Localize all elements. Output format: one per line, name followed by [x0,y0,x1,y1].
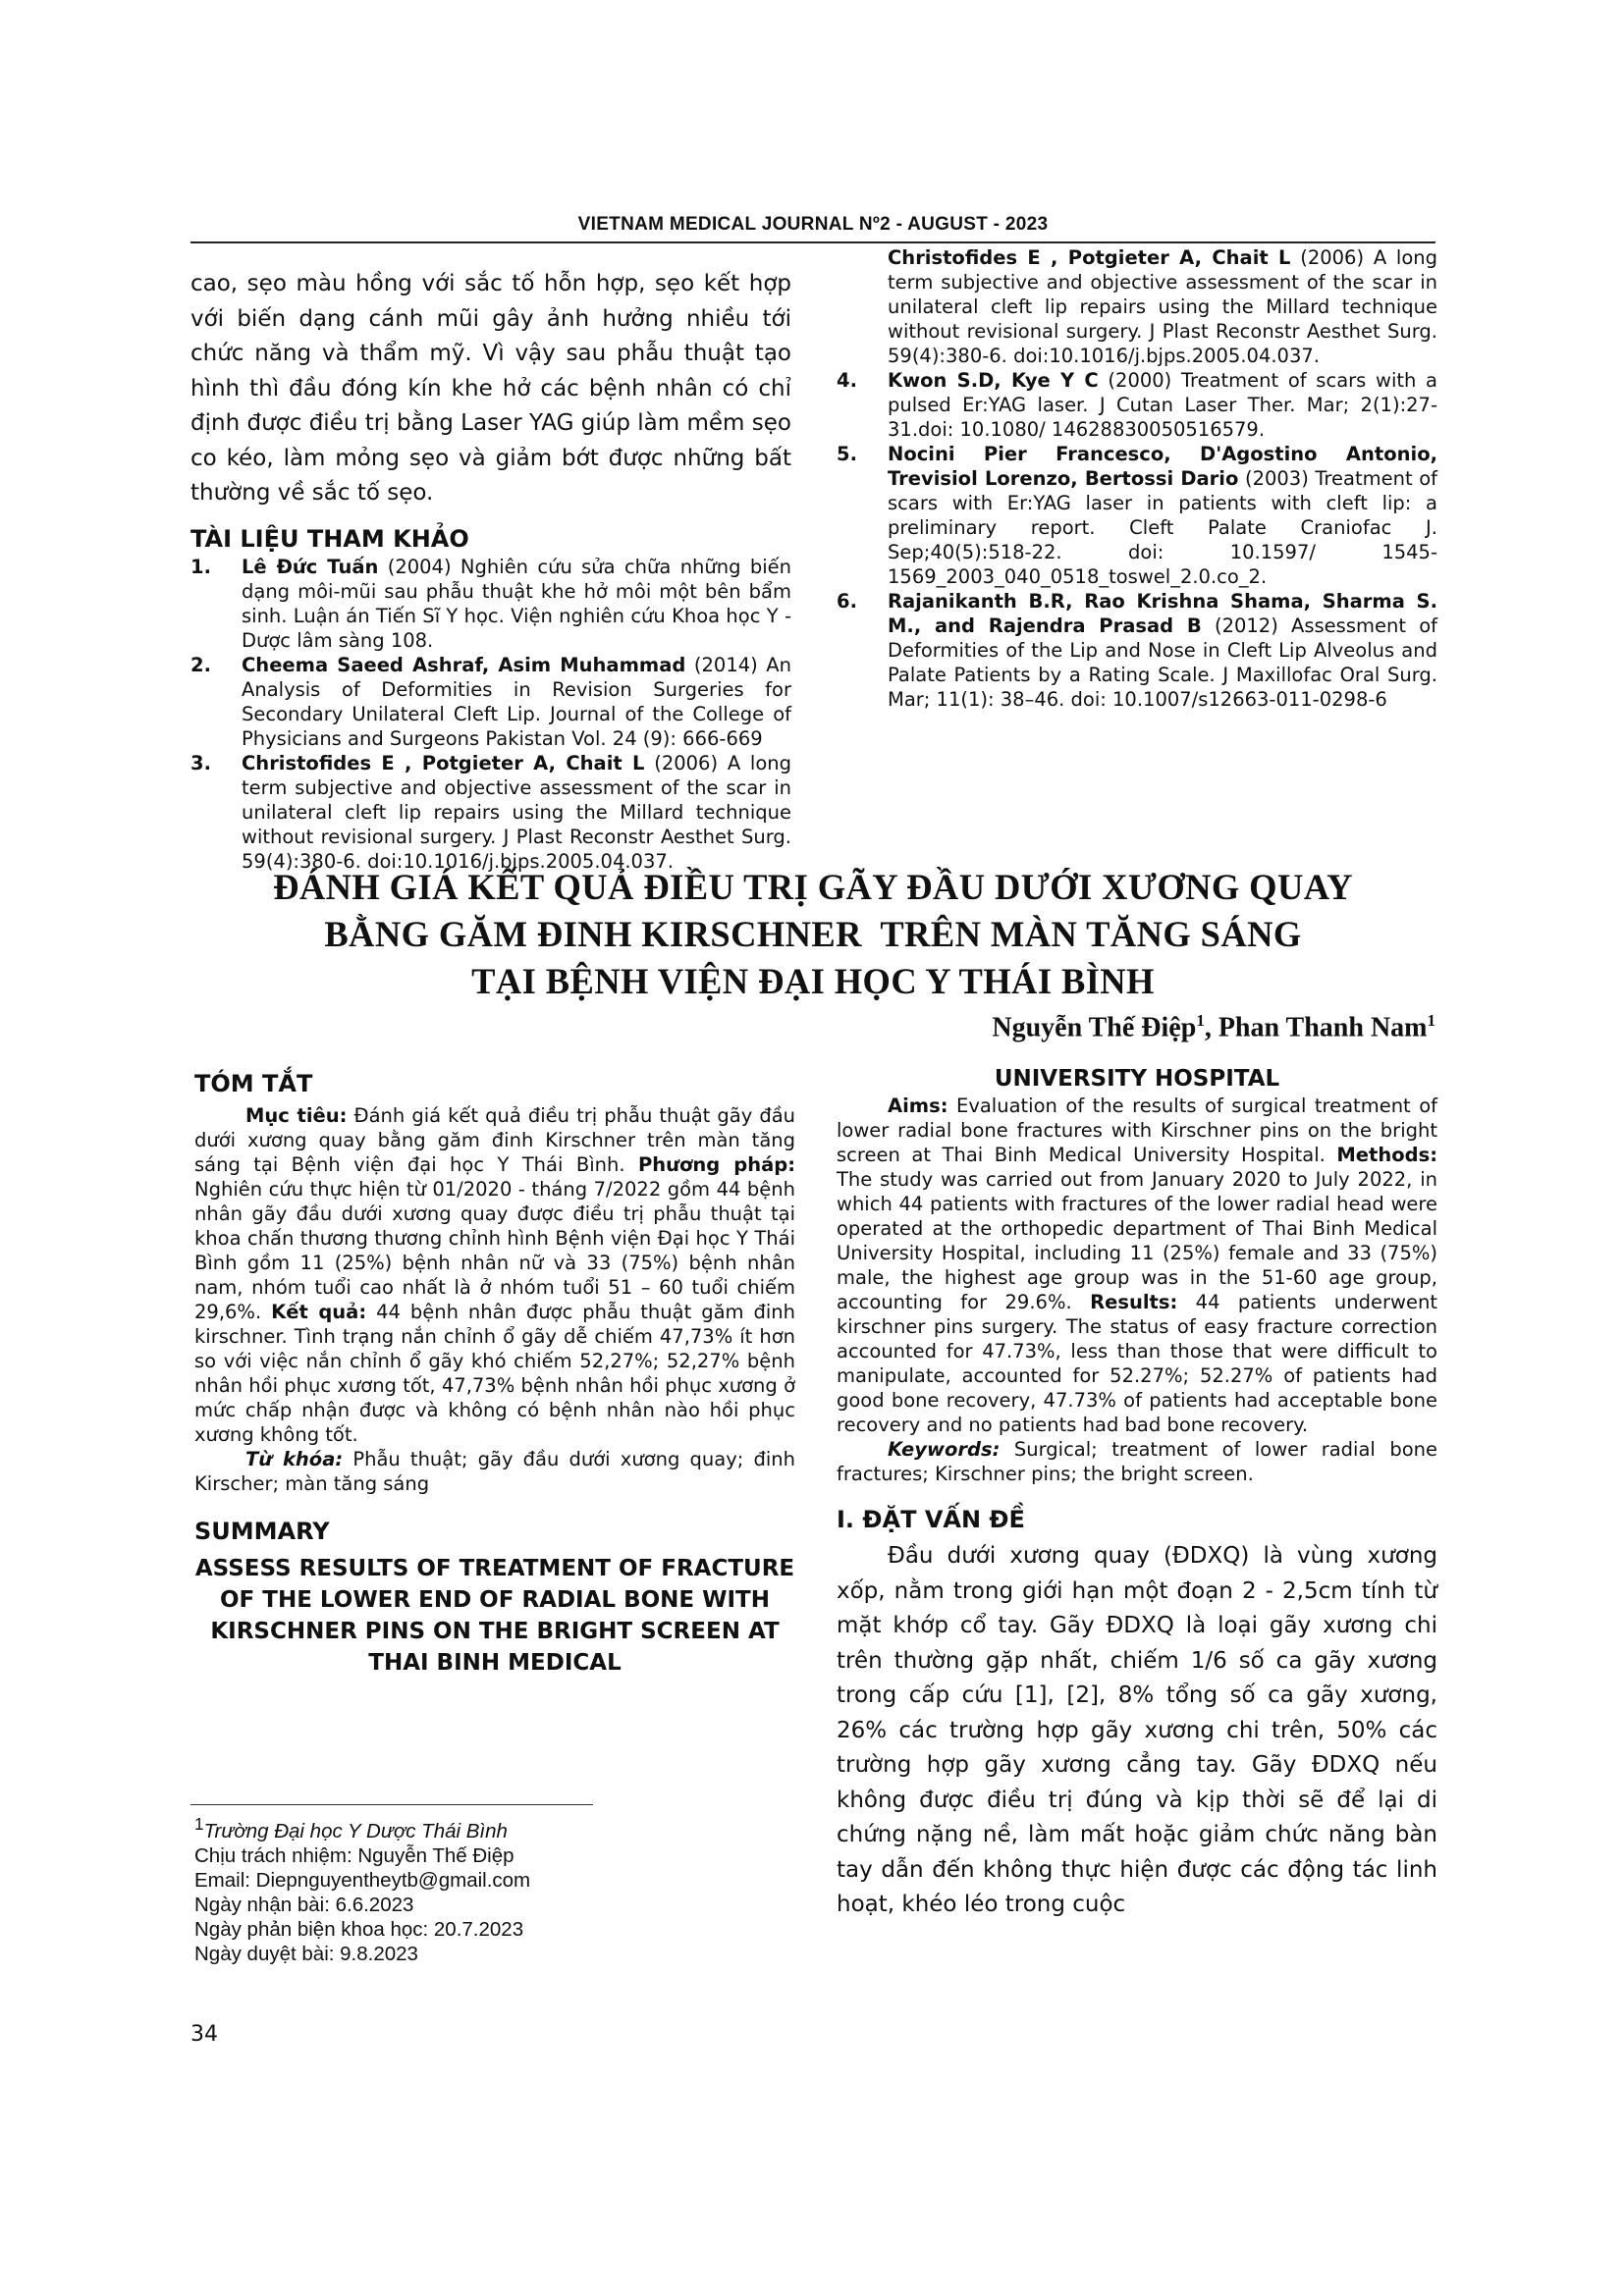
tu-khoa-label: Từ khóa: [245,1448,344,1470]
section-1-heading: I. ĐẶT VẤN ĐỀ [837,1506,1025,1533]
aims-label: Aims: [888,1095,948,1117]
tom-tat-heading: TÓM TẮT [194,1070,313,1097]
reference-text: (2006) A long term subjective and objective assessment of the scar in unilateral cleft lip repairs using the Millard technique without revisional surgery. J Plast Reconstr Aesthet Surg. 59(4):380-6. doi:10.1016/j.bjps.2005.04.037. [888,246,1437,367]
reference-authors: Rajanikanth B.R, Rao Krishna Shama, Sharma S. M., and Rajendra Prasad B [888,590,1437,637]
footnote-accepted: Ngày duyệt bài: 9.8.2023 [194,1942,418,1965]
results-text: 44 patients underwent kirschner pins surgery. The status of easy fracture correction accounted for 47.73%, less than those that were difficult to manipulate, accounted for 52.27%; 52.27% of patients had good bone recovery, 47.73% of patients had acceptable bone recovery and no patients had bad bone recovery. [837,1291,1437,1436]
summary-title: ASSESS RESULTS OF TREATMENT OF FRACTURE OF THE LOWER END OF RADIAL BONE WITH KIRSCHNER PINS ON THE BRIGHT SCREEN AT THAI BINH MEDICAL [194,1556,795,1676]
article-title-line: BẰNG GĂM ĐINH KIRSCHNER TRÊN MÀN TĂNG SÁNG [324,914,1302,954]
references-heading: TÀI LIỆU THAM KHẢO [190,524,469,553]
affiliation-text: Trường Đại học Y Dược Thái Bình [203,1819,508,1842]
reference-text: (2006) A long term subjective and objective assessment of the scar in unilateral cleft lip repairs using the Millard technique without revisional surgery. J Plast Reconstr Aesthet Surg. 59(4):380-6. doi:10.1016/j.bjps.2005.04.037. [242,751,791,873]
ket-qua-label: Kết quả: [271,1301,367,1323]
footnote [194,1812,744,1966]
keywords-paragraph [837,1437,1437,1486]
references-list-left [190,555,791,873]
reference-text: (2004) Nghiên cứu sửa chữa những biến dạng môi-mũi sau phẫu thuật khe hở môi một bên bẩm sinh. Luận án Tiến Sĩ Y học. Viện nghiên cứu Khoa học Y - Dược lâm sàng 108. [242,555,791,652]
muc-tieu-label: Mục tiêu: [245,1104,348,1127]
reference-item [190,555,791,653]
prev-article-closing-paragraph: cao, sẹo màu hồng với sắc tố hỗn hợp, sẹo kết hợp với biến dạng cánh mũi gây ảnh hưởng nhiều tới chức năng và thẩm mỹ. Vì vậy sau phẫu thuật tạo hình thì đầu đóng kín khe hở các bệnh nhân có chỉ định được điều trị bằng Laser YAG giúp làm mềm sẹo co kéo, làm mỏng sẹo và giảm bớt được những bất thường về sắc tố sẹo. [190,271,791,506]
footnote-received: Ngày nhận bài: 6.6.2023 [194,1893,414,1916]
reference-number: 5. [837,443,857,465]
footnote-affiliation [194,1812,744,1843]
summary-title-continued: UNIVERSITY HOSPITAL [994,1066,1280,1092]
reference-authors: Christofides E , Potgieter A, Chait L [888,246,1291,269]
reference-item [190,751,791,873]
methods-label: Methods: [1336,1144,1438,1166]
journal-header: VIETNAM MEDICAL JOURNAL Nº2 - AUGUST - 2023 [577,214,1049,235]
reference-number: 4. [837,369,857,392]
references-list-right [837,246,1437,712]
footnote-reviewed: Ngày phản biện khoa học: 20.7.2023 [194,1917,524,1941]
reference-text: (2014) An Analysis of Deformities in Revision Surgeries for Secondary Unilateral Cleft Lip. Journal of the College of Physicians and Surgeons Pakistan Vol. 24 (9): 666-669 [242,653,791,750]
reference-authors: Nocini Pier Francesco, D'Agostino Antonio, Trevisiol Lorenzo, Bertossi Dario [888,443,1437,490]
article-title [190,864,1435,1005]
reference-number: 6. [837,590,857,613]
keywords-label: Keywords: [888,1438,1001,1461]
footnote-email: Email: Diepnguyentheytb@gmail.com [194,1868,531,1892]
reference-authors: Lê Đức Tuấn [242,555,379,578]
reference-text: (2003) Treatment of scars with Er:YAG laser in patients with cleft lip: a preliminary report. Cleft Palate Craniofac J. Sep;40(5):518-22. doi: 10.1597/ 1545-1569_2003_040_0518_toswel_2.0.co_2. [888,467,1437,588]
reference-item [190,653,791,751]
reference-item [837,368,1437,442]
summary-body [837,1094,1437,1437]
methods-text: The study was carried out from January 2020 to July 2022, in which 44 patients with fractures of the lower radial head were operated at the orthopedic department of Thai Binh Medical University Hospital, including 11 (25%) female and 33 (75%) male, the highest age group was in the 51-60 age group, accounting for 29.6%. [837,1168,1437,1313]
reference-item-continued [837,246,1437,368]
phuong-phap-text: Nghiên cứu thực hiện từ 01/2020 - tháng 7/2022 gồm 44 bệnh nhân gãy đầu dưới xương quay được điều trị phẫu thuật tại khoa chấn thương thương chỉnh hình Bệnh viện Đại học Y Thái Bình gồm 11 (25%) bệnh nhân nữ và 33 (75%) bệnh nhân nam, nhóm tuổi cao nhất là ở nhóm tuổi 51 – 60 tuổi chiếm 29,6%. [194,1178,795,1323]
abstract-right-column [837,1066,1437,1923]
header-rule [190,241,1435,243]
phuong-phap-label: Phương pháp: [637,1153,796,1176]
reference-authors: Cheema Saeed Ashraf, Asim Muhammad [242,653,686,676]
article-authors [785,1011,1435,1043]
reference-text: (2000) Treatment of scars with a pulsed Er:YAG laser. J Cutan Laser Ther. Mar; 2(1):27-31.doi: 10.1080/ 14628830050516579. [888,369,1437,441]
author-affiliation-mark: 1 [1196,1011,1205,1030]
reference-text: (2012) Assessment of Deformities of the Lip and Nose in Cleft Lip Alveolus and Palate Patients by a Rating Scale. J Maxillofac Oral Surg. Mar; 11(1): 38–46. doi: 10.1007/s12663-011-0298-6 [888,614,1437,711]
tu-khoa-paragraph [194,1447,795,1496]
abstract-left-column [194,1070,795,1679]
author-name: Nguyễn Thế Điệp [992,1012,1197,1043]
reference-number: 1. [190,555,211,578]
author-affiliation-mark: 1 [1427,1011,1435,1030]
prev-article-left-column [190,267,791,873]
reference-number: 3. [190,751,211,774]
reference-number: 2. [190,653,211,676]
tom-tat-body [194,1103,795,1447]
results-label: Results: [1090,1291,1178,1313]
reference-authors: Christofides E , Potgieter A, Chait L [242,751,645,774]
reference-authors: Kwon S.D, Kye Y C [888,369,1099,392]
page-number: 34 [190,2022,218,2047]
reference-item [837,442,1437,589]
reference-item [837,589,1437,712]
summary-heading: SUMMARY [194,1518,330,1545]
article-title-line: TẠI BỆNH VIỆN ĐẠI HỌC Y THÁI BÌNH [471,961,1155,1001]
author-name: , Phan Thanh Nam [1204,1012,1428,1043]
keywords-text: Surgical; treatment of lower radial bone fractures; Kirschner pins; the bright screen. [837,1438,1437,1485]
ket-qua-text: 44 bệnh nhân được phẫu thuật găm đinh kirschner. Tình trạng nắn chỉnh ổ gãy dễ chiếm 47,73% ít hơn so với việc nắn chỉnh ổ gãy khó chiếm 52,27%; 52,27% bệnh nhân hồi phục xương tốt, 47,73% bệnh nhân hồi phục xương ở mức chấp nhận được và không có bệnh nhân nào hồi phục xương không tốt. [194,1301,796,1446]
muc-tieu-text: Đánh giá kết quả điều trị phẫu thuật gãy đầu dưới xương quay bằng găm đinh Kirschner trên màn tăng sáng tại Bệnh viện đại học Y Thái Bình. [194,1104,796,1176]
aims-text: Evaluation of the results of surgical treatment of lower radial bone fractures with Kirschner pins on the bright screen at Thai Binh Medical University Hospital. [837,1095,1437,1166]
tu-khoa-text: Phẫu thuật; gãy đầu dưới xương quay; đinh Kirscher; màn tăng sáng [194,1448,795,1495]
section-1-text: Đầu dưới xương quay (ĐDXQ) là vùng xương xốp, nằm trong giới hạn một đoạn 2 - 2,5cm tính từ mặt khớp cổ tay. Gãy ĐDXQ là loại gãy xương chi trên thường gặp nhất, chiếm 1/6 số ca gãy xương trong cấp cứu [1], [2], 8% tổng số ca gãy xương, 26% các trường hợp gãy xương chi trên, 50% các trường hợp gãy xương cẳng tay. Gãy ĐDXQ nếu không được điều trị đúng và kịp thời sẽ để lại di chứng nặng nề, làm mất hoặc giảm chức năng bàn tay dẫn đến không thực hiện được các động tác linh hoạt, khéo léo trong cuộc [837,1543,1437,1917]
footnote-responsible: Chịu trách nhiệm: Nguyễn Thế Điệp [194,1843,514,1867]
article-title-line: ĐÁNH GIÁ KẾT QUẢ ĐIỀU TRỊ GÃY ĐẦU DƯỚI XƯƠNG QUAY [273,867,1353,907]
footnote-rule [190,1804,593,1805]
affiliation-mark: 1 [194,1815,204,1834]
